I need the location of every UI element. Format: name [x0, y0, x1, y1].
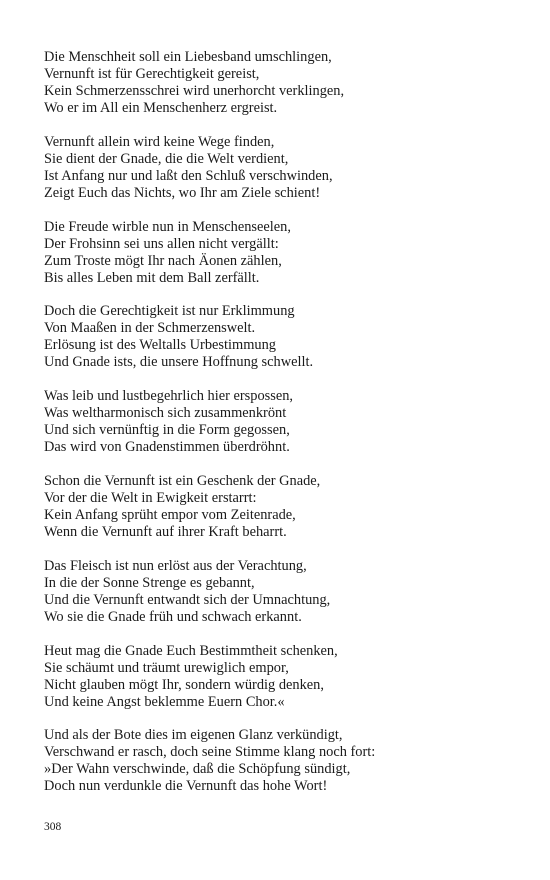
stanza-3	[44, 219, 524, 287]
verse-line: Wo er im All ein Menschenherz ergreist.	[44, 100, 278, 116]
stanza-4	[44, 303, 524, 371]
stanza-8	[44, 643, 524, 711]
verse-line: Vernunft allein wird keine Wege finden,	[44, 133, 275, 150]
verse-line: Doch die Gerechtigkeit ist nur Erklimmung	[44, 303, 295, 320]
verse-line: Das wird von Gnadenstimmen überdröhnt.	[44, 439, 290, 456]
verse-line: Bis alles Leben mit dem Ball zerfällt.	[44, 269, 260, 286]
verse-line: Ist Anfang nur und laßt den Schluß verschwinden,	[44, 167, 333, 184]
verse-line: Zeigt Euch das Nichts, wo Ihr am Ziele schient!	[44, 184, 321, 201]
stanza-6	[44, 473, 524, 541]
verse-line: Zum Troste mögt Ihr nach Äonen zählen,	[44, 252, 282, 269]
verse-line: »Der Wahn verschwinde, daß die Schöpfung sündigt,	[44, 761, 351, 778]
poem-text	[44, 49, 524, 812]
page-number: 308	[44, 821, 62, 833]
verse-line: Was weltharmonisch sich zusammenkrönt	[44, 405, 287, 422]
verse-line: Was leib und lustbegehrlich hier erspossen,	[44, 388, 294, 405]
verse-line: Und Gnade ists, die unsere Hoffnung schwellt.	[44, 354, 314, 371]
verse-line: Heut mag die Gnade Euch Bestimmtheit schenken,	[44, 642, 338, 659]
verse-line: Schon die Vernunft ist ein Geschenk der Gnade,	[44, 472, 321, 489]
verse-line: In die der Sonne Strenge es gebannt,	[44, 574, 255, 591]
verse-line: Das Fleisch ist nun erlöst aus der Verachtung,	[44, 557, 307, 574]
verse-line: Kein Anfang sprüht empor vom Zeitenrade,	[44, 506, 296, 523]
verse-line: Und sich vernünftig in die Form gegossen,	[44, 422, 290, 439]
verse-line: Sie dient der Gnade, die die Welt verdient,	[44, 150, 289, 167]
verse-line: Vor der die Welt in Ewigkeit erstarrt:	[44, 489, 257, 506]
verse-line: Nicht glauben mögt Ihr, sondern würdig denken,	[44, 676, 324, 693]
stanza-2	[44, 134, 524, 202]
stanza-7	[44, 558, 524, 626]
verse-line: Kein Schmerzensschrei wird unerhorcht verklingen,	[44, 83, 345, 99]
verse-line: Vernunft ist für Gerechtigkeit gereist,	[44, 66, 260, 82]
verse-line: Wo sie die Gnade früh und schwach erkannt.	[44, 608, 302, 625]
stanza-1	[44, 49, 524, 117]
stanza-9	[44, 727, 524, 795]
verse-line: Wenn die Vernunft auf ihrer Kraft beharrt.	[44, 523, 287, 540]
verse-line: Sie schäumt und träumt urewiglich empor,	[44, 659, 289, 676]
verse-line: Und die Vernunft entwandt sich der Umnachtung,	[44, 591, 331, 608]
verse-line: Die Freude wirble nun in Menschenseelen,	[44, 218, 291, 235]
verse-line: Und als der Bote dies im eigenen Glanz verkündigt,	[44, 727, 343, 744]
verse-line: Verschwand er rasch, doch seine Stimme klang noch fort:	[44, 744, 376, 761]
verse-line: Und keine Angst beklemme Euern Chor.«	[44, 693, 285, 710]
stanza-5	[44, 388, 524, 456]
verse-line: Die Menschheit soll ein Liebesband umschlingen,	[44, 49, 332, 65]
verse-line: Der Frohsinn sei uns allen nicht vergällt:	[44, 235, 279, 252]
verse-line: Doch nun verdunkle die Vernunft das hohe Wort!	[44, 778, 328, 795]
verse-line: Von Maaßen in der Schmerzenswelt.	[44, 320, 256, 337]
verse-line: Erlösung ist des Weltalls Urbestimmung	[44, 337, 277, 354]
